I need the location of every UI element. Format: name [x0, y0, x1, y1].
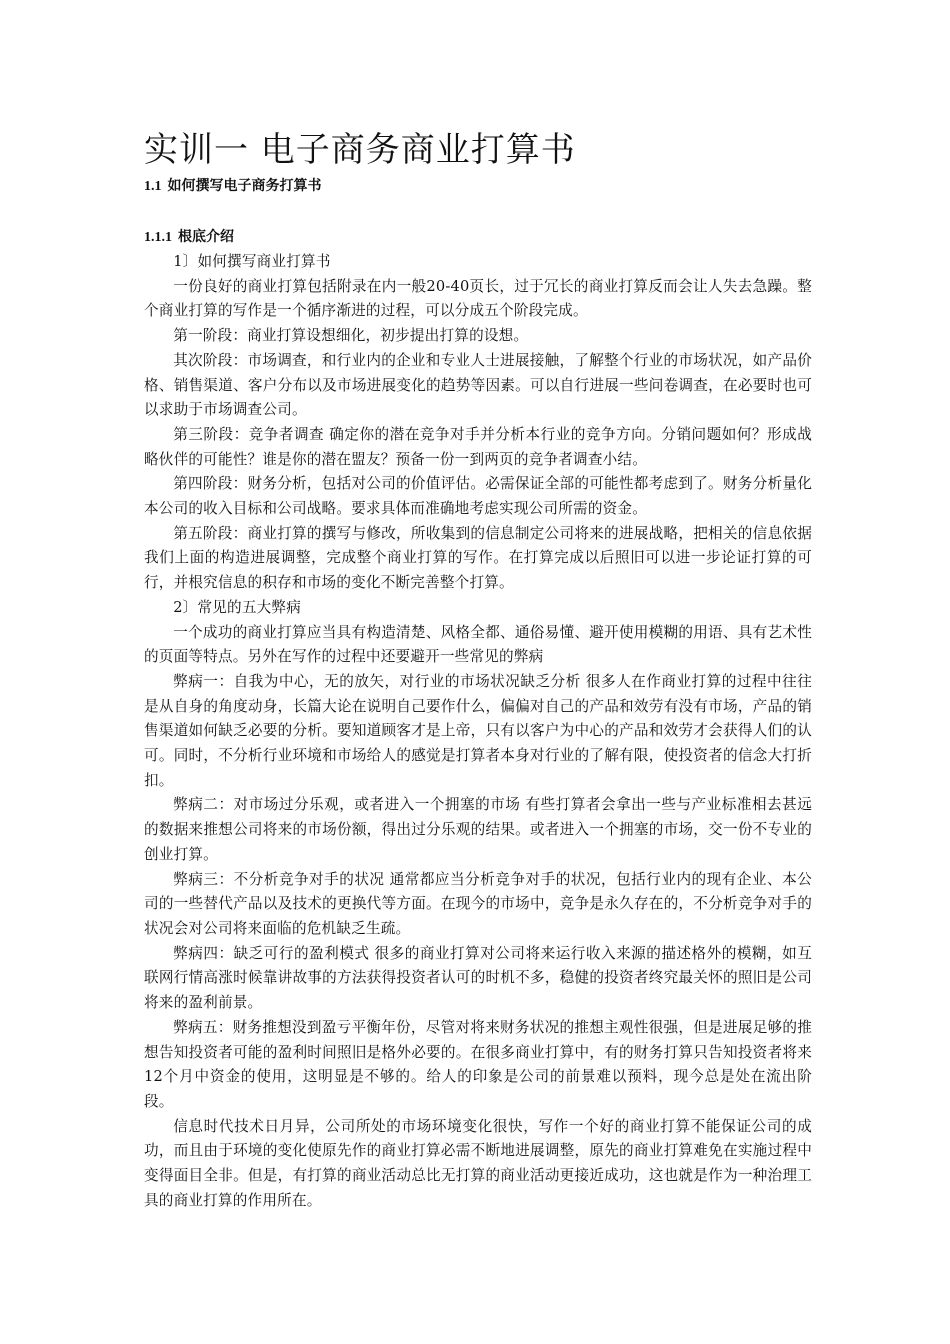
stage-1-paragraph: 第一阶段：商业打算设想细化，初步提出打算的设想。: [173, 327, 529, 345]
stage-2-paragraph: 其次阶段：市场调查，和行业内的企业和专业人士进展接触，了解整个行业的市场状况，如产品价格、销售渠道、客户分布以及市场进展变化的趋势等因素。可以自行进展一些问卷调查，在必要时也可以求助于市场调查公司。: [144, 351, 812, 419]
subsection-number: 1.1.1: [144, 230, 172, 245]
flaw-5-paragraph: 弊病五：财务推想没到盈亏平衡年份，尽管对将来财务状况的推想主观性很强，但是进展足够的推想告知投资者可能的盈利时间照旧是格外必要的。在很多商业打算中，有的财务打算只告知投资者将来12个月中资金的使用，这明显是不够的。给人的印象是公司的前景难以预料，现今总是处在流出阶段。: [144, 1018, 812, 1110]
stage-4-paragraph: 第四阶段：财务分析，包括对公司的价值评估。必需保证全部的可能性都考虑到了。财务分析量化本公司的收入目标和公司战略。要求具体而准确地考虑实现公司所需的资金。: [144, 475, 812, 518]
closing-paragraph: 信息时代技术日月异，公司所处的市场环境变化很快，写作一个好的商业打算不能保证公司的成功，而且由于环境的变化使原先作的商业打算必需不断地进展调整，原先的商业打算难免在实施过程中变得面目全非。但是，有打算的商业活动总比无打算的商业活动更接近成功，这也就是作为一种治理工具的商业打算的作用所在。: [144, 1117, 812, 1209]
stage-5-paragraph: 第五阶段：商业打算的撰写与修改，所收集到的信息制定公司将来的进展战略，把相关的信息依据我们上面的构造进展调整，完成整个商业打算的写作。在打算完成以后照旧可以进一步论证打算的可行，并根究信息的积存和市场的变化不断完善整个打算。: [144, 524, 812, 592]
list-heading-1: 1〕如何撰写商业打算书: [173, 253, 331, 270]
flaw-2-paragraph: 弊病二：对市场过分乐观，或者进入一个拥塞的市场 有些打算者会拿出一些与产业标准相去甚远的数据来推想公司将来的市场份额，得出过分乐观的结果。或者进入一个拥塞的市场，交一份不专业的创业打算。: [144, 796, 812, 863]
document-page: [144, 128, 812, 1213]
flaw-1-paragraph: 弊病一：自我为中心，无的放矢，对行业的市场状况缺乏分析 很多人在作商业打算的过程中往往是从自身的角度动身，长篇大论在说明自己要作什么，偏偏对自己的产品和效劳有没有市场，产品的销售渠道如何缺乏必要的分析。要知道顾客才是上帝，只有以客户为中心的产品和效劳才会获得人们的认可。同时，不分析行业环境和市场给人的感觉是打算者本身对行业的了解有限，使投资者的信念大打折扣。: [144, 672, 812, 789]
list-heading-2: 2〕常见的五大弊病: [173, 598, 302, 616]
stage-3-paragraph: 第三阶段：竞争者调查 确定你的潜在竞争对手并分析本行业的竞争方向。分销问题如何？形成战略伙伴的可能性？谁是你的潜在盟友？预备一份一到两页的竞争者调查小结。: [144, 425, 812, 468]
subsection-heading: [144, 225, 812, 250]
flaw-3-paragraph: 弊病三：不分析竞争对手的状况 通常都应当分析竞争对手的状况，包括行业内的现有企业、本公司的一些替代产品以及技术的更换代等方面。在现今的市场中，竞争是永久存在的，不分析竞争对手的状况会对公司将来面临的危机缺乏生疏。: [144, 870, 812, 937]
section-label: 如何撰写电子商务打算书: [167, 178, 322, 194]
flaw-4-paragraph: 弊病四：缺乏可行的盈利模式 很多的商业打算对公司将来运行收入来源的描述格外的模糊，如互联网行情高涨时候靠讲故事的方法获得投资者认可的时机不多，稳健的投资者终究最关怀的照旧是公司将来的盈利前景。: [144, 944, 812, 1012]
subsection-label: 根底介绍: [178, 229, 234, 245]
body-paragraph: 一个成功的商业打算应当具有构造清楚、风格全都、通俗易懂、避开使用模糊的用语、具有艺术性的页面等特点。另外在写作的过程中还要避开一些常见的弊病: [144, 623, 812, 666]
document-title: 实训一 电子商务商业打算书: [144, 130, 576, 170]
section-heading: [144, 174, 812, 199]
body-paragraph: 一份良好的商业打算包括附录在内一般20-40页长，过于冗长的商业打算反而会让人失去急躁。整个商业打算的写作是一个循序渐进的过程，可以分成五个阶段完成。: [144, 277, 812, 320]
section-number: 1.1: [144, 179, 162, 194]
